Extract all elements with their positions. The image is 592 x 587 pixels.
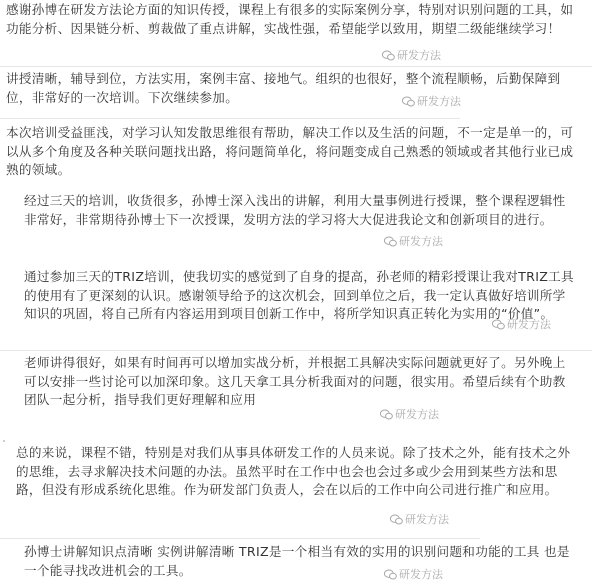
feedback-text: 通过参加三天的TRIZ培训，使我切实的感觉到了自身的提高，孙老师的精彩授课让我对TRIZ工具的使用有了更深刻的认识。感谢领导给予的这次机会，回到单位之后，我一定认真做好培训所学知识的巩固，将自己所有内容运用到项目创新工作中，将所学知识真正转化为实用的“价值”。: [24, 269, 574, 322]
watermark-text: 研发方法: [399, 568, 443, 581]
feedback-block-2: [0, 68, 592, 114]
feedback-text: 孙博士讲解知识点清晰 实例讲解清晰 TRIZ是一个相当有效的实用的识别问题和功能的工具 也是一个能寻找改进机会的工具。: [24, 544, 570, 578]
feedback-block-5: [0, 266, 592, 346]
feedback-block-1: [0, 0, 592, 64]
divider: [0, 538, 480, 539]
divider: [0, 350, 592, 351]
feedback-block-7: [0, 442, 592, 536]
feedback-block-4: [0, 190, 592, 252]
feedback-text: 老师讲得很好，如果有时间再可以增加实战分析，并根据工具解决实际问题就更好了。另外晚上可以安排一些讨论可以加深印象。这几天拿工具分析我面对的问题，很实用。希望后续有个助教团队一起分析，指导我们更好理解和应用: [24, 355, 566, 408]
divider: [0, 66, 592, 67]
feedback-text: 经过三天的培训，收货很多，孙博士深入浅出的讲解，利用大量事例进行授课，整个课程逻辑性非常好，非常期待孙博士下一次授课，发明方法的学习将大大促进我论文和创新项目的进行。: [24, 193, 566, 227]
watermark-text: 研发方法: [397, 49, 441, 62]
feedback-text: 讲授清晰，辅导到位，方法实用，案例丰富、接地气。组织的也很好，整个流程顺畅，后勤保障到位，非常好的一次培训。下次继续参加。: [6, 71, 561, 105]
divider: [0, 118, 460, 119]
watermark-text: 研发方法: [399, 235, 443, 248]
feedback-block-8: [0, 541, 592, 585]
watermark-text: 研发方法: [417, 95, 461, 108]
watermark-text: 研发方法: [405, 513, 449, 526]
watermark-text: 研发方法: [507, 318, 551, 331]
feedback-text: 感谢孙博在研发方法论方面的知识传授，课程上有很多的实际案例分享，特别对识别问题的工具，如功能分析、因果链分析、剪裁做了重点讲解，实战性强，希望能学以致用，期望二级能继续学习！: [6, 2, 574, 36]
feedback-block-6: [0, 352, 592, 428]
feedback-block-3: [0, 122, 592, 184]
feedback-text: 总的来说，课程不错，特别是对我们从事具体研发工作的人员来说。除了技术之外，能有技术之外的思维，去寻求解决技术问题的办法。虽然平时在工作中也会也会过多或少会用到某些方法和思路，但没有形成系统化思维。作为研发部门负责人，会在以后的工作中向公司进行推广和应用。: [16, 445, 571, 498]
feedback-text: 本次培训受益匪浅，对学习认知发散思维很有帮助，解决工作以及生活的问题，不一定是单一的，可以从多个角度及各种关联问题找出路，将问题简单化，将问题变成自己熟悉的领域或者其他行业已成熟的领域。: [6, 125, 574, 178]
watermark-text: 研发方法: [395, 408, 439, 421]
